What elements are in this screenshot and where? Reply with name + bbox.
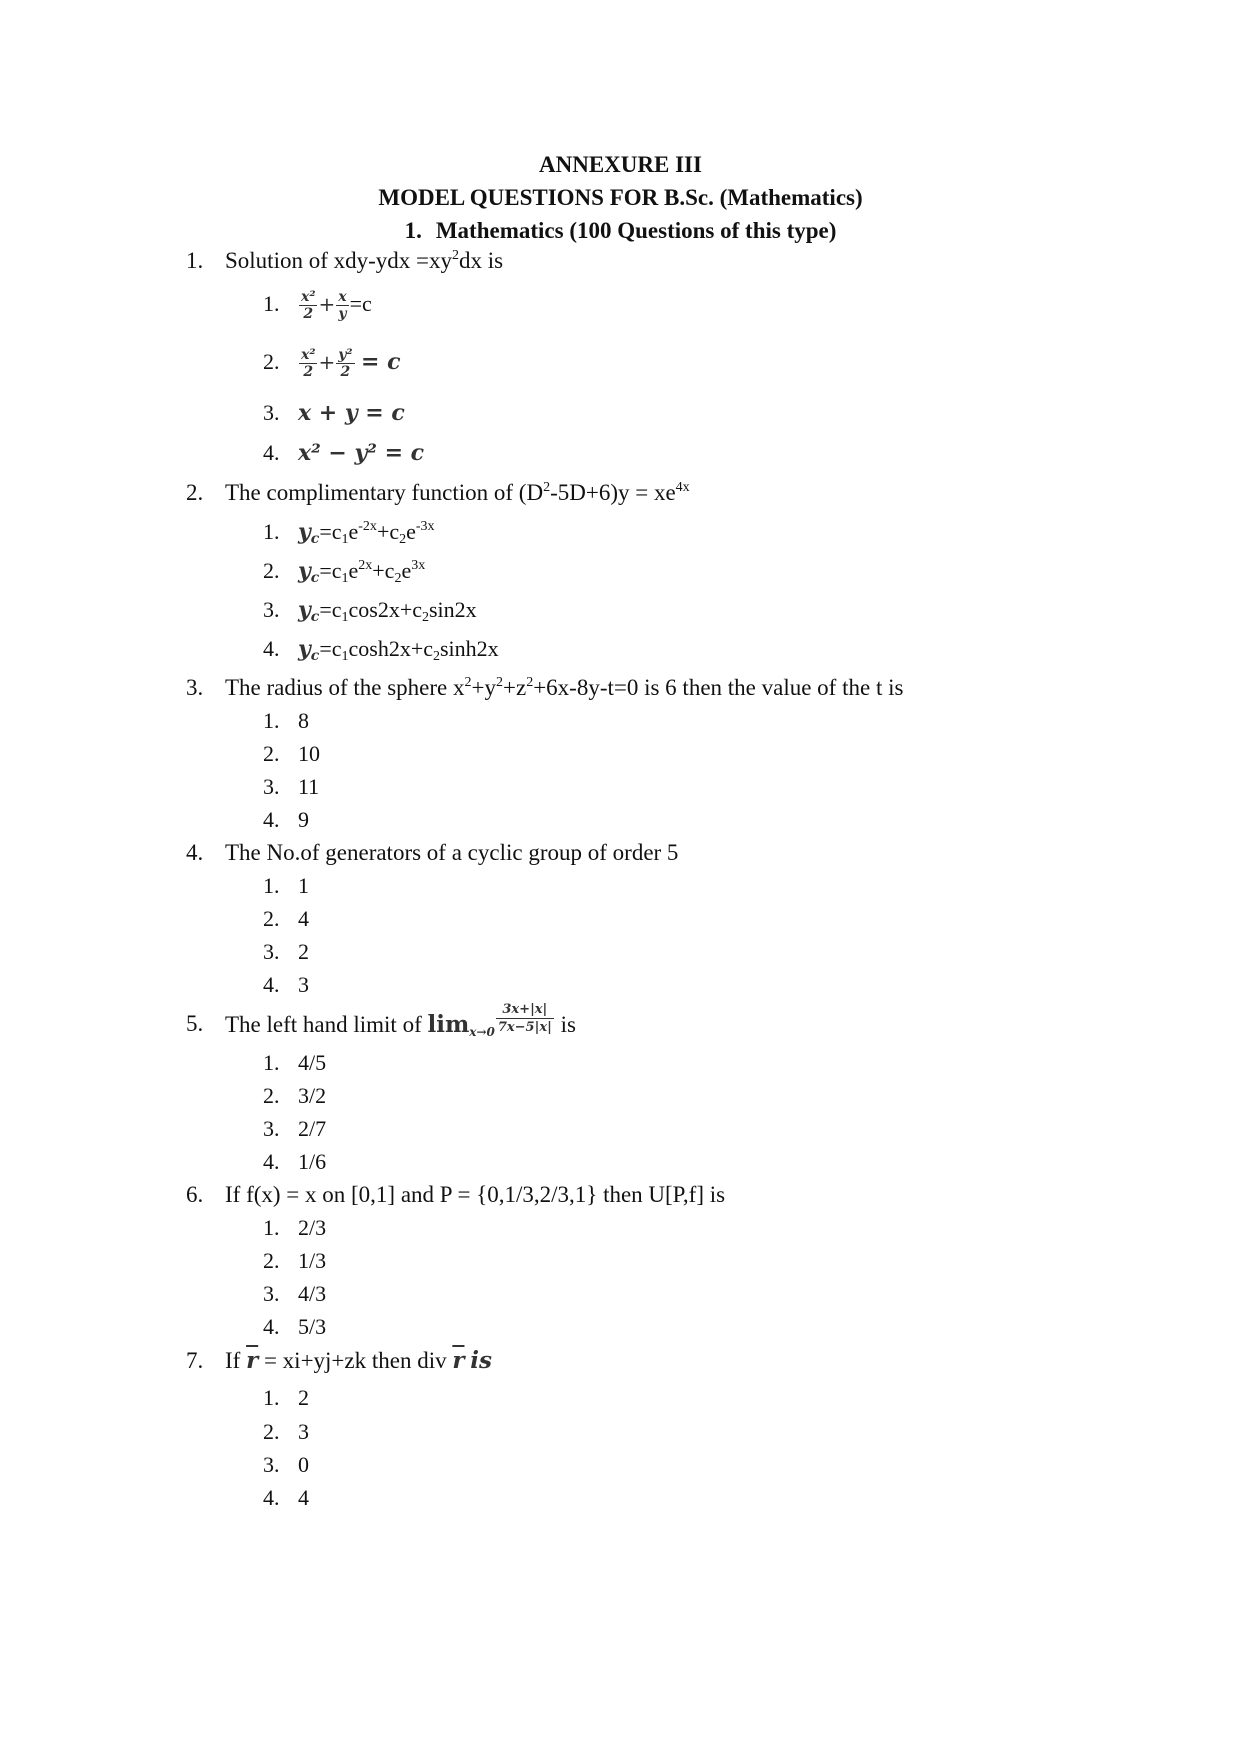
formula-part: cosh2x+c bbox=[348, 636, 433, 661]
option-number: 3. bbox=[263, 400, 280, 425]
annexure-heading: ANNEXURE III bbox=[539, 152, 702, 177]
question-number: 3. bbox=[186, 675, 204, 700]
fraction-numerator: x² bbox=[301, 347, 316, 364]
subscript: c bbox=[310, 570, 320, 586]
formula-part: =c bbox=[319, 558, 342, 583]
fraction-numerator: 3x+|x| bbox=[496, 1001, 554, 1019]
option-number: 4. bbox=[263, 1314, 280, 1339]
option-number: 2. bbox=[263, 1419, 280, 1444]
question-text-part: is bbox=[470, 1347, 492, 1374]
option-formula bbox=[298, 517, 435, 547]
question-number: 7. bbox=[186, 1348, 204, 1373]
formula-part: =c bbox=[319, 597, 342, 622]
question-text-part: +y bbox=[471, 675, 496, 700]
option-formula bbox=[298, 289, 372, 322]
plus-sign: + bbox=[318, 350, 336, 374]
option-number: 4. bbox=[263, 972, 280, 997]
option-text: 8 bbox=[298, 708, 309, 733]
question-text-part: The radius of the sphere x bbox=[225, 675, 465, 700]
limit-operator bbox=[427, 1011, 494, 1038]
plus-sign: + bbox=[318, 292, 336, 316]
y-variable: y bbox=[298, 558, 311, 584]
option-text: 3/2 bbox=[298, 1083, 327, 1108]
superscript: 2x bbox=[358, 558, 373, 573]
option-number: 1. bbox=[263, 519, 280, 544]
option-number: 1. bbox=[263, 1215, 280, 1240]
section-title: Mathematics (100 Questions of this type) bbox=[435, 218, 837, 243]
subscript: 2 bbox=[433, 649, 440, 664]
question-text: The No.of generators of a cyclic group of order 5 bbox=[225, 840, 679, 865]
option-text: 10 bbox=[298, 741, 320, 766]
option-formula bbox=[298, 595, 477, 625]
question-text bbox=[225, 246, 503, 276]
option-number: 3. bbox=[263, 1116, 280, 1141]
superscript: 4x bbox=[675, 480, 690, 495]
superscript: 2 bbox=[543, 480, 551, 495]
question-number: 6. bbox=[186, 1182, 204, 1207]
question-text bbox=[225, 1001, 576, 1039]
formula-part: e bbox=[348, 519, 359, 544]
y-variable: y bbox=[298, 636, 311, 662]
option-number: 3. bbox=[263, 1452, 280, 1477]
option-number: 2. bbox=[263, 906, 280, 931]
question-text-part: is bbox=[560, 1011, 576, 1037]
formula-part: =c bbox=[319, 636, 342, 661]
subscript: 1 bbox=[341, 610, 349, 625]
fraction-denominator: 2 bbox=[303, 306, 314, 323]
option-number: 3. bbox=[263, 774, 280, 799]
subscript: 1 bbox=[341, 649, 349, 664]
fraction-denominator: 2 bbox=[340, 364, 351, 381]
superscript: 2 bbox=[452, 248, 460, 263]
formula-part: cos2x+c bbox=[348, 597, 422, 622]
superscript: 2 bbox=[526, 675, 534, 690]
option-text: 2/7 bbox=[298, 1116, 327, 1141]
fraction bbox=[336, 347, 354, 380]
fraction-denominator: y bbox=[338, 306, 347, 323]
question-text-part: dx is bbox=[459, 248, 504, 273]
option-number: 4. bbox=[263, 636, 280, 661]
option-formula bbox=[298, 634, 499, 664]
question-number: 1. bbox=[186, 248, 204, 273]
formula-part: e bbox=[348, 558, 359, 583]
fraction-denominator: 7x−5|x| bbox=[497, 1020, 552, 1035]
option-formula bbox=[298, 347, 401, 380]
superscript: -2x bbox=[358, 519, 377, 534]
option-number: 2. bbox=[263, 741, 280, 766]
superscript: 2 bbox=[496, 675, 503, 690]
option-text: 4/5 bbox=[298, 1050, 327, 1075]
question-text bbox=[225, 478, 690, 508]
option-number: 3. bbox=[263, 1281, 280, 1306]
option-number: 4. bbox=[263, 1485, 280, 1510]
option-formula bbox=[298, 556, 425, 586]
superscript: -3x bbox=[415, 519, 435, 534]
option-number: 1. bbox=[263, 1385, 280, 1410]
question-text-part: +z bbox=[503, 675, 527, 700]
section-number: 1. bbox=[404, 218, 422, 243]
option-number: 3. bbox=[263, 939, 280, 964]
option-number: 4. bbox=[263, 1149, 280, 1174]
question bbox=[0, 1001, 1241, 1045]
option-number: 1. bbox=[263, 291, 280, 316]
question-text-part: The complimentary function of (D bbox=[225, 480, 544, 505]
y-variable: y bbox=[298, 597, 311, 623]
fraction bbox=[496, 1001, 554, 1036]
question-number: 4. bbox=[186, 840, 204, 865]
fraction bbox=[299, 347, 317, 380]
subscript: 1 bbox=[341, 571, 349, 586]
question-text-part: = xi+yj+zk then div bbox=[263, 1348, 447, 1373]
formula-part: sinh2x bbox=[440, 636, 499, 661]
option-text: 2/3 bbox=[298, 1215, 327, 1240]
fraction-numerator: y² bbox=[338, 347, 353, 364]
option-text: 4 bbox=[298, 1485, 309, 1510]
fraction bbox=[336, 289, 348, 322]
question-text bbox=[225, 673, 903, 703]
subscript: 2 bbox=[422, 610, 429, 625]
option-text: 11 bbox=[298, 774, 320, 799]
formula-part: =c bbox=[319, 519, 342, 544]
superscript: 3x bbox=[411, 558, 426, 573]
document-title: MODEL QUESTIONS FOR B.Sc. (Mathematics) bbox=[378, 185, 863, 210]
option-number: 1. bbox=[263, 1050, 280, 1075]
subscript: c bbox=[310, 531, 320, 547]
option-number: 2. bbox=[263, 1083, 280, 1108]
option-text: 1/6 bbox=[298, 1149, 327, 1174]
subscript: c bbox=[310, 648, 320, 664]
formula-part: +c bbox=[372, 558, 395, 583]
equation-tail: =c bbox=[349, 291, 372, 316]
option-number: 3. bbox=[263, 597, 280, 622]
fraction bbox=[299, 289, 317, 322]
question-text-part: If bbox=[225, 1348, 241, 1373]
limit-label: lim bbox=[427, 1010, 470, 1038]
fraction-numerator: x² bbox=[301, 289, 316, 306]
option-formula: x + y = c bbox=[298, 400, 405, 426]
question-text-part: The left hand limit of bbox=[225, 1011, 422, 1037]
fraction-denominator: 2 bbox=[303, 364, 314, 381]
superscript: 2 bbox=[464, 675, 472, 690]
option-text: 0 bbox=[298, 1452, 309, 1477]
question-text-part: Solution of xdy-ydx =xy bbox=[225, 248, 453, 273]
question-number: 2. bbox=[186, 480, 204, 505]
formula-part: +c bbox=[376, 519, 400, 544]
option-text: 4/3 bbox=[298, 1281, 327, 1306]
fraction-numerator: x bbox=[338, 289, 347, 306]
vector-r: $\overline{r}$ bbox=[452, 1347, 465, 1374]
question-text bbox=[225, 1346, 492, 1376]
option-text: 4 bbox=[298, 906, 309, 931]
question-number: 5. bbox=[186, 1011, 204, 1036]
option-number: 2. bbox=[263, 349, 280, 374]
option-text: 5/3 bbox=[298, 1314, 327, 1339]
subscript: c bbox=[310, 609, 320, 625]
question-text-part: +6x-8y-t=0 is 6 then the value of the t is bbox=[533, 675, 904, 700]
formula-part: sin2x bbox=[429, 597, 477, 622]
equation-tail: = c bbox=[361, 349, 401, 375]
y-variable: y bbox=[298, 519, 311, 545]
option-formula: x² − y² = c bbox=[298, 440, 425, 466]
option-text: 3 bbox=[298, 972, 309, 997]
option-number: 1. bbox=[263, 873, 280, 898]
option-text: 1 bbox=[298, 873, 309, 898]
option-text: 2 bbox=[298, 1385, 309, 1410]
vector-r: $\overline{r}$ bbox=[246, 1347, 259, 1374]
question-text-part: -5D+6)y = xe bbox=[550, 480, 676, 505]
formula-part: e bbox=[406, 519, 416, 544]
option-text: 3 bbox=[298, 1419, 309, 1444]
subscript: 2 bbox=[399, 532, 407, 547]
subscript: 1 bbox=[341, 532, 349, 547]
option-number: 4. bbox=[263, 440, 280, 465]
option-text: 1/3 bbox=[298, 1248, 327, 1273]
option-number: 2. bbox=[263, 1248, 280, 1273]
limit-subscript: x→0 bbox=[469, 1024, 495, 1039]
option-number: 2. bbox=[263, 558, 280, 583]
option-number: 4. bbox=[263, 807, 280, 832]
question-text: If f(x) = x on [0,1] and P = {0,1/3,2/3,1} then U[P,f] is bbox=[225, 1182, 726, 1207]
formula-part: e bbox=[401, 558, 412, 583]
section-heading bbox=[0, 214, 1241, 247]
option-text: 9 bbox=[298, 807, 309, 832]
subscript: 2 bbox=[394, 571, 402, 586]
option-number: 1. bbox=[263, 708, 280, 733]
option-text: 2 bbox=[298, 939, 309, 964]
